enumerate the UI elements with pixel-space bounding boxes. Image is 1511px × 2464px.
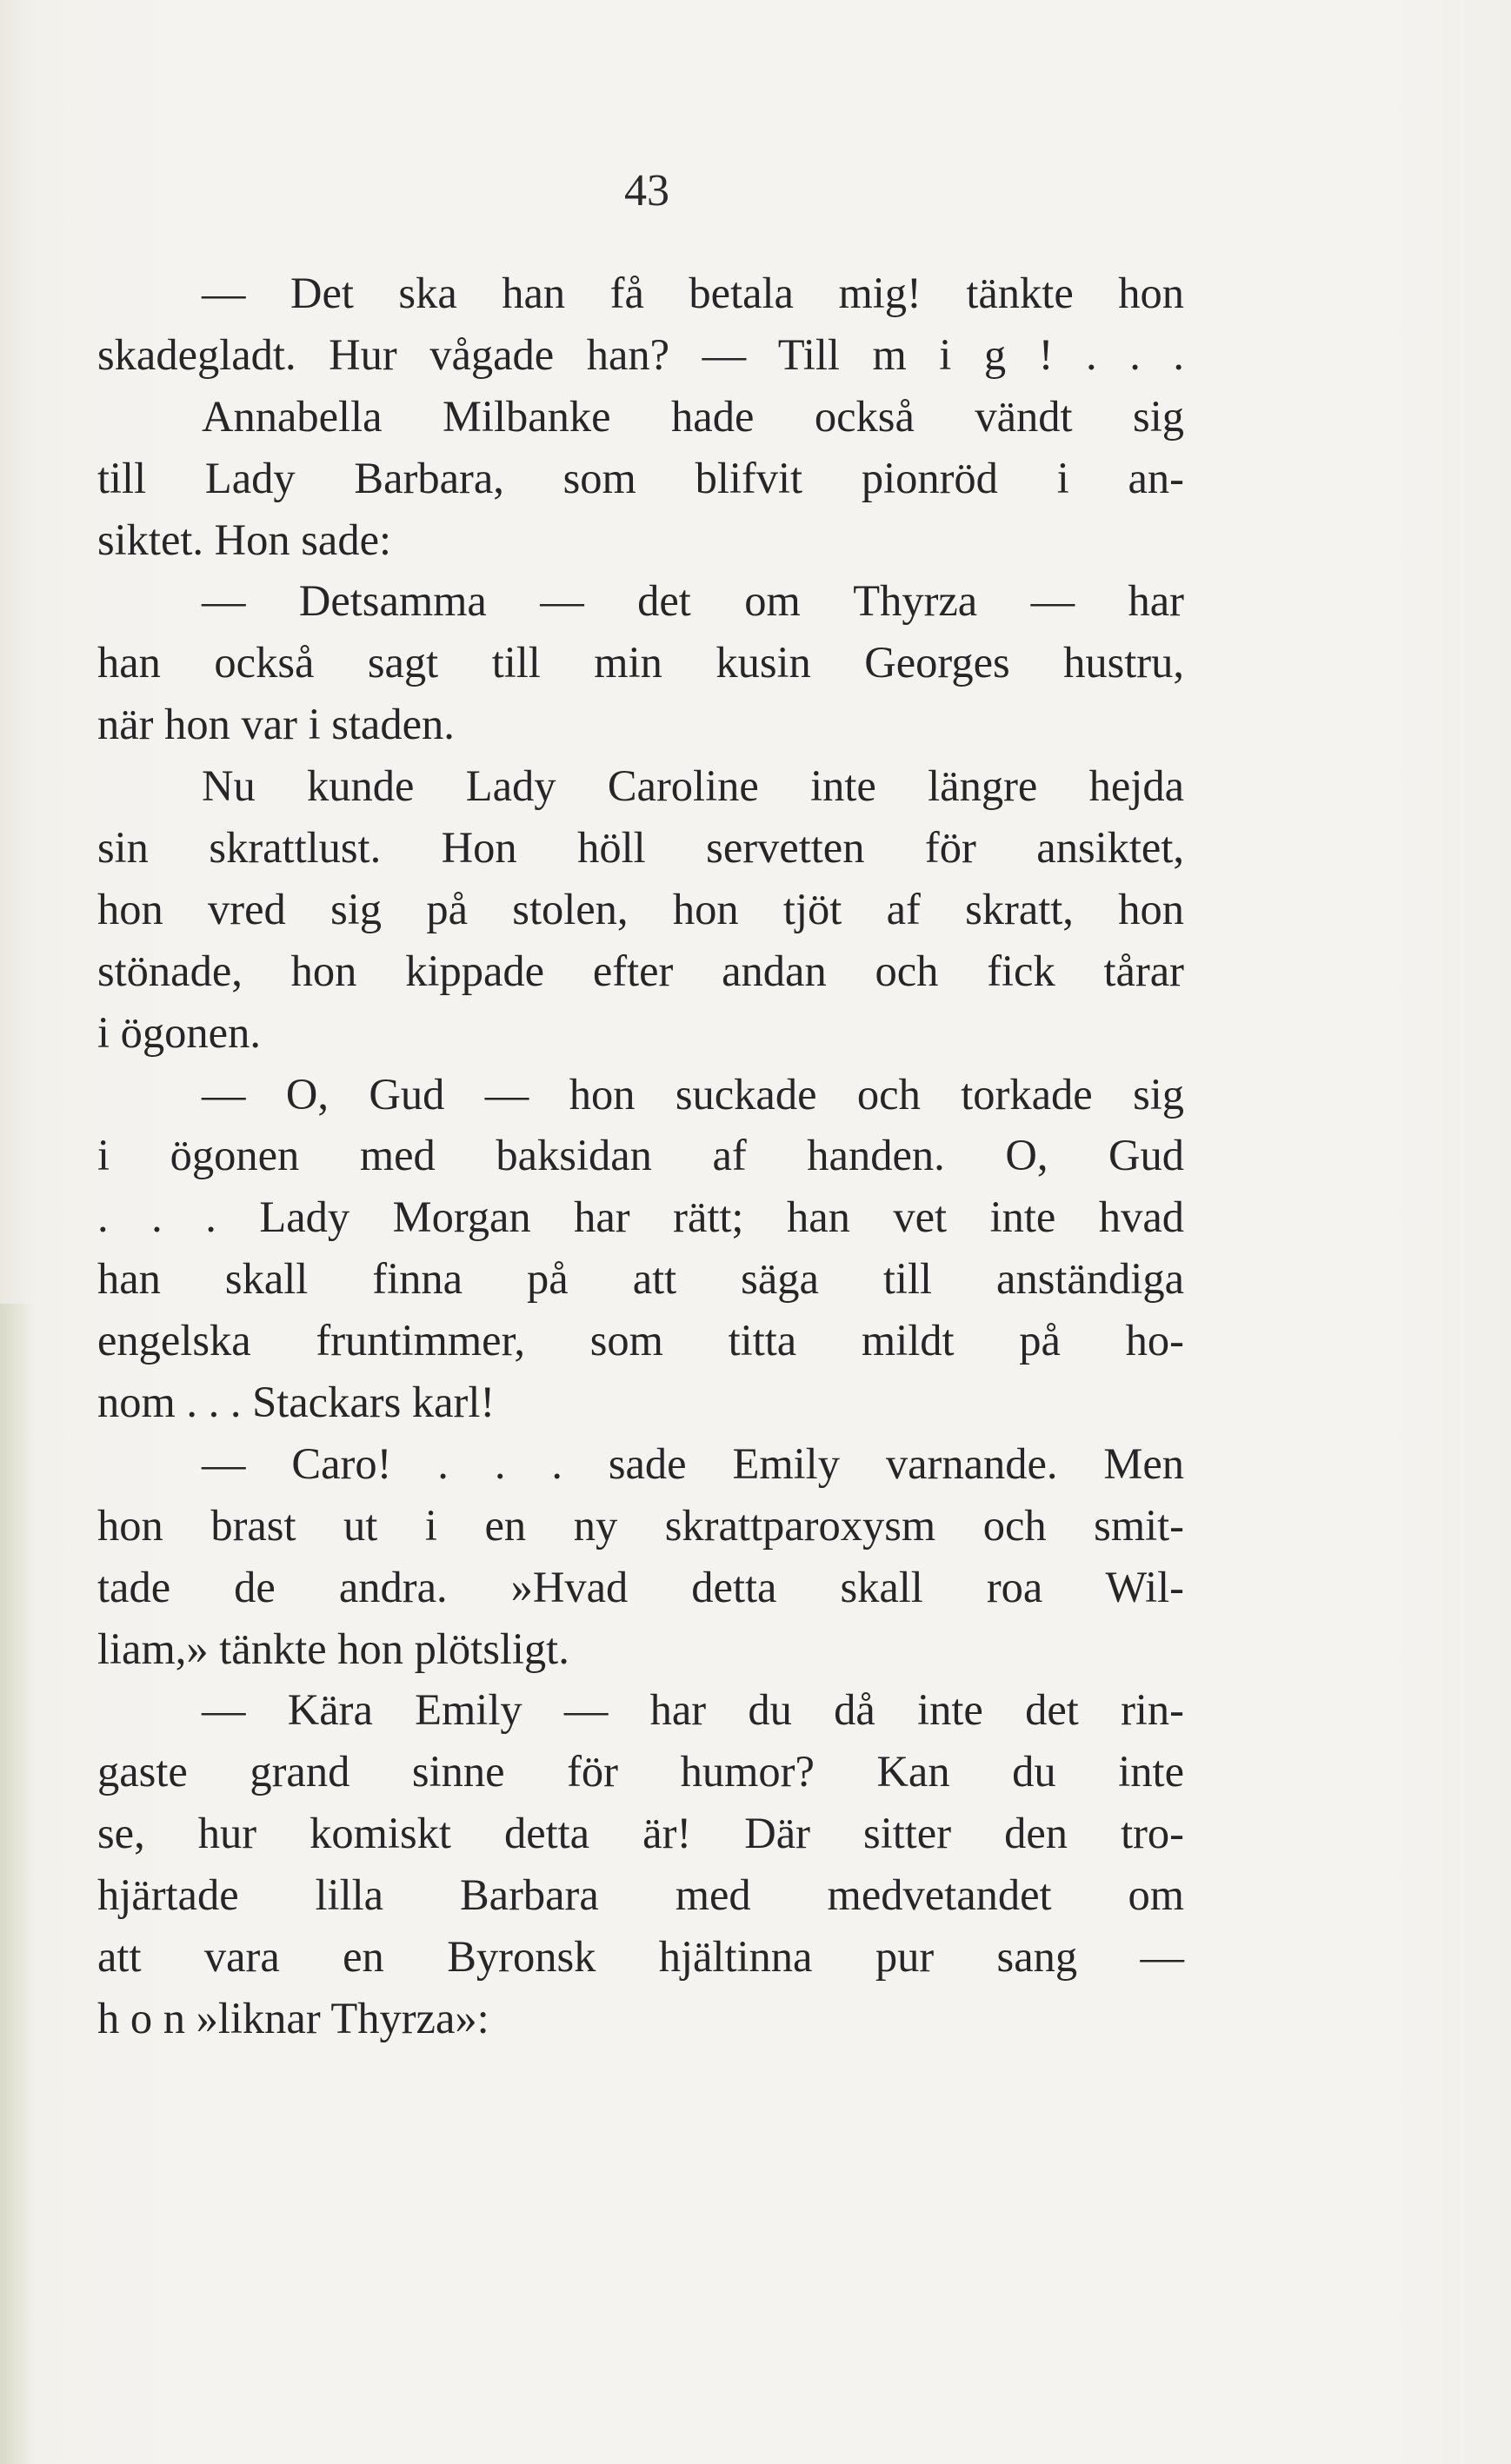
text-line: engelska fruntimmer, som titta mildt på ho-: [97, 1316, 1184, 1365]
page-edge-shadow: [0, 1304, 35, 2464]
text-line: hjärtade lilla Barbara med medvetandet om: [97, 1870, 1184, 1920]
text-line: nom . . . Stackars karl!: [97, 1378, 496, 1427]
text-line: när hon var i staden.: [97, 700, 455, 749]
text-line: — O, Gud — hon suckade och torkade sig: [202, 1069, 1184, 1119]
text-line: att vara en Byronsk hjältinna pur sang —: [97, 1932, 1184, 1982]
text-line: Nu kunde Lady Caroline inte längre hejda: [202, 761, 1184, 811]
text-line: se, hur komiskt detta är! Där sitter den tro-: [97, 1809, 1184, 1858]
text-line: — Det ska han få betala mig! tänkte hon: [202, 269, 1184, 317]
text-line: siktet. Hon sade:: [97, 515, 392, 564]
text-line: skadegladt. Hur vågade han? — Till m i g ! . . .: [97, 329, 1184, 379]
text-line: sin skrattlust. Hon höll servetten för ansiktet,: [97, 823, 1184, 873]
body-text: [97, 262, 1184, 2049]
text-line: Annabella Milbanke hade också vändt sig: [202, 391, 1184, 441]
text-line: han också sagt till min kusin Georges hustru,: [97, 638, 1184, 687]
text-line: i ögonen med baksidan af handen. O, Gud: [97, 1131, 1184, 1180]
text-line: till Lady Barbara, som blifvit pionröd i an-: [97, 453, 1184, 502]
text-line: hon vred sig på stolen, hon tjöt af skratt, hon: [97, 884, 1184, 933]
text-line: . . . Lady Morgan har rätt; han vet inte hvad: [97, 1192, 1184, 1242]
text-line: stönade, hon kippade efter andan och fick tårar: [97, 946, 1184, 995]
text-line: han skall finna på att säga till anständiga: [97, 1254, 1184, 1304]
text-line: hon brast ut i en ny skrattparoxysm och smit-: [97, 1500, 1184, 1550]
text-line: tade de andra. »Hvad detta skall roa Wil-: [97, 1562, 1184, 1611]
text-line: h o n »liknar Thyrza»:: [97, 1993, 489, 2042]
text-line: i ögonen.: [97, 1007, 261, 1057]
text-line: gaste grand sinne för humor? Kan du inte: [97, 1747, 1184, 1797]
text-line: — Detsamma — det om Thyrza — har: [202, 576, 1184, 626]
text-line: — Caro! . . . sade Emily varnande. Men: [202, 1438, 1184, 1488]
text-line: — Kära Emily — har du då inte det rin-: [202, 1685, 1184, 1735]
page-number: 43: [624, 166, 669, 216]
text-line: liam,» tänkte hon plötsligt.: [97, 1624, 569, 1673]
